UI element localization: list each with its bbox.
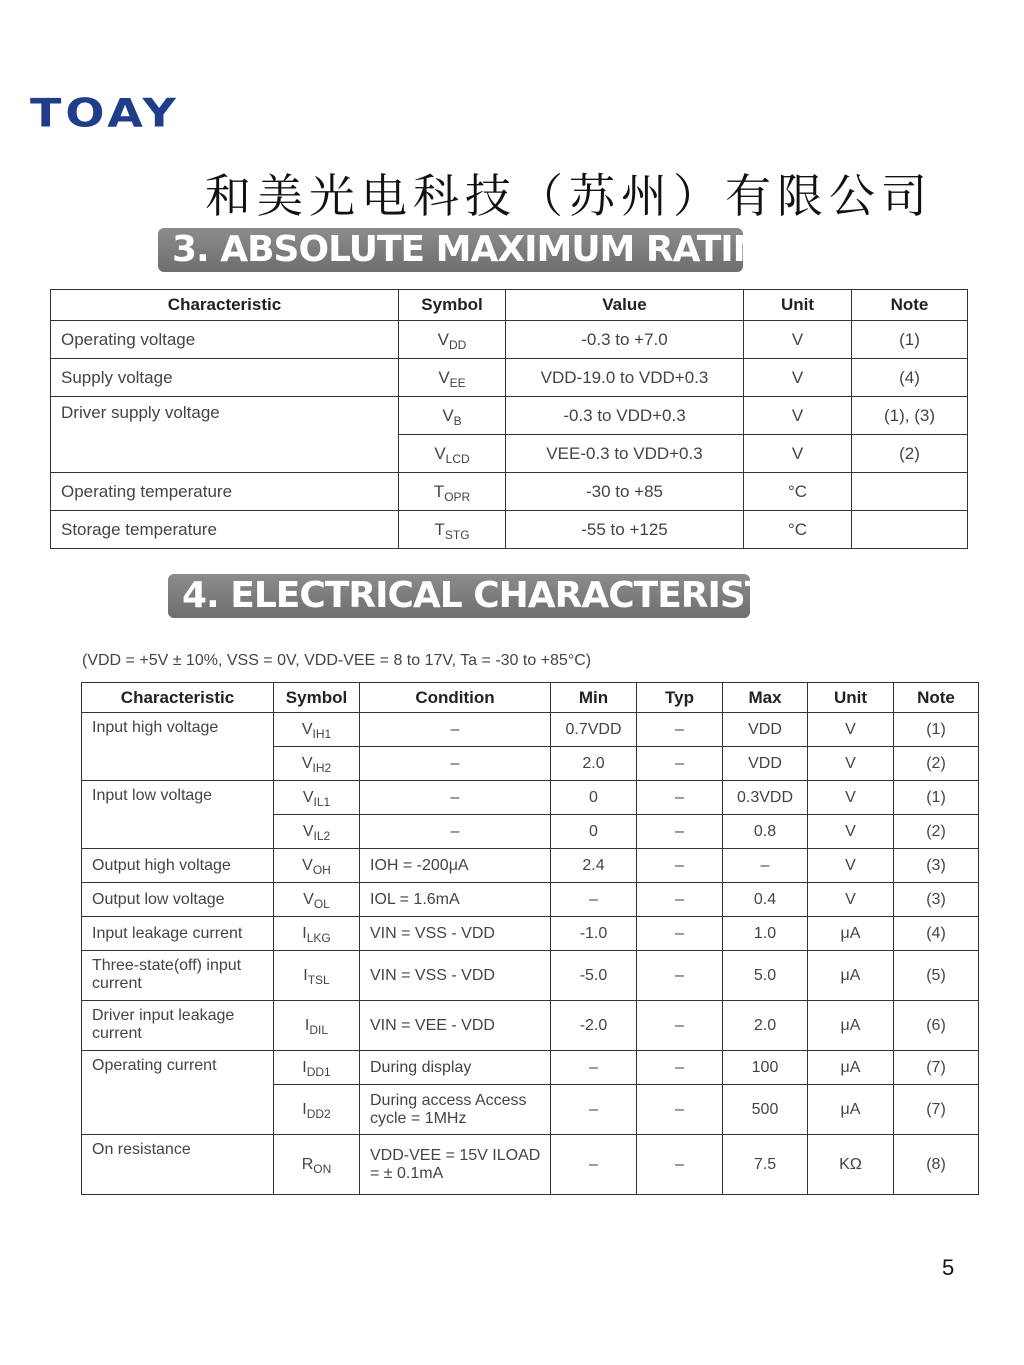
unit-cell: V <box>744 435 852 473</box>
note-cell: (2) <box>852 435 968 473</box>
condition-cell: IOH = -200μA <box>360 849 551 883</box>
characteristic-cell: Output low voltage <box>82 883 274 917</box>
unit-cell: V <box>744 397 852 435</box>
max-cell: VDD <box>723 713 808 747</box>
condition-cell: – <box>360 781 551 815</box>
unit-cell: V <box>808 849 894 883</box>
characteristic-cell: Driver supply voltage <box>51 397 399 473</box>
col-header: Note <box>852 290 968 321</box>
symbol-cell: $I_{TSL}$ <box>274 951 360 1001</box>
characteristic-cell: Output high voltage <box>82 849 274 883</box>
unit-cell: μA <box>808 1051 894 1085</box>
table-header-row <box>51 290 968 321</box>
section3-title: 3. ABSOLUTE MAXIMUM RATINGS <box>158 228 743 272</box>
symbol-cell: $V_{LCD}$ <box>399 435 506 473</box>
condition-cell: – <box>360 747 551 781</box>
section4-title: 4. ELECTRICAL CHARACTERISTICS <box>168 574 750 618</box>
min-cell: -5.0 <box>551 951 637 1001</box>
characteristic-cell: Supply voltage <box>51 359 399 397</box>
table-header-row <box>82 683 979 713</box>
absolute-max-ratings-table <box>50 289 968 549</box>
note-cell: (1) <box>852 321 968 359</box>
max-cell: 7.5 <box>723 1135 808 1195</box>
note-cell: (2) <box>894 815 979 849</box>
symbol-cell: $R_{ON}$ <box>274 1135 360 1195</box>
min-cell: – <box>551 1135 637 1195</box>
max-cell: 1.0 <box>723 917 808 951</box>
col-header: Max <box>723 683 808 713</box>
typ-cell: – <box>637 1001 723 1051</box>
symbol-cell: $V_{IH1}$ <box>274 713 360 747</box>
note-cell: (1), (3) <box>852 397 968 435</box>
typ-cell: – <box>637 883 723 917</box>
max-cell: 2.0 <box>723 1001 808 1051</box>
value-cell: -0.3 to +7.0 <box>506 321 744 359</box>
test-conditions: (VDD = +5V ± 10%, VSS = 0V, VDD-VEE = 8 to 17V, Ta = -30 to +85°C) <box>82 652 592 669</box>
condition-cell: During display <box>360 1051 551 1085</box>
max-cell: 0.8 <box>723 815 808 849</box>
characteristic-cell: Input low voltage <box>82 781 274 849</box>
col-header: Value <box>506 290 744 321</box>
max-cell: – <box>723 849 808 883</box>
table-row <box>82 781 979 815</box>
characteristic-cell: On resistance <box>82 1135 274 1195</box>
table-row <box>51 511 968 549</box>
table-row <box>82 1135 979 1195</box>
condition-cell: – <box>360 713 551 747</box>
max-cell: 5.0 <box>723 951 808 1001</box>
value-cell: VEE-0.3 to VDD+0.3 <box>506 435 744 473</box>
unit-cell: μA <box>808 951 894 1001</box>
note-cell: (1) <box>894 713 979 747</box>
min-cell: 2.0 <box>551 747 637 781</box>
electrical-characteristics-table <box>81 682 979 1195</box>
col-header: Min <box>551 683 637 713</box>
table-row <box>82 883 979 917</box>
table-row <box>82 713 979 747</box>
symbol-cell: $V_{OL}$ <box>274 883 360 917</box>
characteristic-cell: Operating voltage <box>51 321 399 359</box>
value-cell: -30 to +85 <box>506 473 744 511</box>
table-row <box>82 1051 979 1085</box>
condition-cell: VIN = VSS - VDD <box>360 951 551 1001</box>
table-row <box>82 951 979 1001</box>
condition-cell: – <box>360 815 551 849</box>
typ-cell: – <box>637 917 723 951</box>
note-cell: (7) <box>894 1085 979 1135</box>
characteristic-cell: Operating current <box>82 1051 274 1135</box>
characteristic-cell: Input leakage current <box>82 917 274 951</box>
note-cell: (7) <box>894 1051 979 1085</box>
typ-cell: – <box>637 713 723 747</box>
note-cell: (3) <box>894 849 979 883</box>
unit-cell: μA <box>808 1001 894 1051</box>
symbol-cell: $T_{OPR}$ <box>399 473 506 511</box>
note-cell: (4) <box>852 359 968 397</box>
note-cell <box>852 511 968 549</box>
table-row <box>51 321 968 359</box>
typ-cell: – <box>637 1135 723 1195</box>
min-cell: -1.0 <box>551 917 637 951</box>
characteristic-cell: Input high voltage <box>82 713 274 781</box>
value-cell: -0.3 to VDD+0.3 <box>506 397 744 435</box>
table-row <box>82 1001 979 1051</box>
typ-cell: – <box>637 1085 723 1135</box>
col-header: Unit <box>744 290 852 321</box>
col-header: Characteristic <box>51 290 399 321</box>
typ-cell: – <box>637 849 723 883</box>
table-row <box>51 397 968 435</box>
max-cell: 500 <box>723 1085 808 1135</box>
characteristic-cell: Storage temperature <box>51 511 399 549</box>
unit-cell: °C <box>744 473 852 511</box>
min-cell: -2.0 <box>551 1001 637 1051</box>
symbol-cell: $I_{DD1}$ <box>274 1051 360 1085</box>
unit-cell: V <box>744 359 852 397</box>
max-cell: 0.4 <box>723 883 808 917</box>
characteristic-cell: Operating temperature <box>51 473 399 511</box>
col-header: Symbol <box>274 683 360 713</box>
min-cell: – <box>551 1051 637 1085</box>
min-cell: 0 <box>551 781 637 815</box>
unit-cell: °C <box>744 511 852 549</box>
note-cell: (6) <box>894 1001 979 1051</box>
condition-cell: During access Access cycle = 1MHz <box>360 1085 551 1135</box>
table-row <box>82 849 979 883</box>
note-cell: (2) <box>894 747 979 781</box>
typ-cell: – <box>637 815 723 849</box>
unit-cell: V <box>808 747 894 781</box>
unit-cell: V <box>744 321 852 359</box>
symbol-cell: $V_{IH2}$ <box>274 747 360 781</box>
symbol-cell: $I_{LKG}$ <box>274 917 360 951</box>
col-header: Unit <box>808 683 894 713</box>
typ-cell: – <box>637 951 723 1001</box>
symbol-cell: $I_{DIL}$ <box>274 1001 360 1051</box>
note-cell <box>852 473 968 511</box>
max-cell: VDD <box>723 747 808 781</box>
symbol-cell: $V_{IL1}$ <box>274 781 360 815</box>
symbol-cell: $T_{STG}$ <box>399 511 506 549</box>
col-header: Typ <box>637 683 723 713</box>
value-cell: -55 to +125 <box>506 511 744 549</box>
value-cell: VDD-19.0 to VDD+0.3 <box>506 359 744 397</box>
note-cell: (1) <box>894 781 979 815</box>
typ-cell: – <box>637 747 723 781</box>
unit-cell: V <box>808 781 894 815</box>
table-row <box>51 359 968 397</box>
min-cell: – <box>551 1085 637 1135</box>
col-header: Characteristic <box>82 683 274 713</box>
note-cell: (3) <box>894 883 979 917</box>
characteristic-cell: Driver input leakage current <box>82 1001 274 1051</box>
max-cell: 0.3VDD <box>723 781 808 815</box>
typ-cell: – <box>637 1051 723 1085</box>
unit-cell: μA <box>808 917 894 951</box>
condition-cell: VIN = VSS - VDD <box>360 917 551 951</box>
company-logo: TOAY <box>30 90 180 136</box>
min-cell: 0.7VDD <box>551 713 637 747</box>
characteristic-cell: Three-state(off) input current <box>82 951 274 1001</box>
col-header: Symbol <box>399 290 506 321</box>
page-number: 5 <box>942 1255 955 1280</box>
col-header: Note <box>894 683 979 713</box>
min-cell: – <box>551 883 637 917</box>
condition-cell: IOL = 1.6mA <box>360 883 551 917</box>
condition-cell: VDD-VEE = 15V ILOAD = ± 0.1mA <box>360 1135 551 1195</box>
company-name: 和美光电科技（苏州）有限公司 <box>205 169 933 223</box>
note-cell: (8) <box>894 1135 979 1195</box>
symbol-cell: $V_{DD}$ <box>399 321 506 359</box>
symbol-cell: $V_{EE}$ <box>399 359 506 397</box>
table-row <box>51 473 968 511</box>
unit-cell: V <box>808 815 894 849</box>
unit-cell: KΩ <box>808 1135 894 1195</box>
symbol-cell: $V_{IL2}$ <box>274 815 360 849</box>
max-cell: 100 <box>723 1051 808 1085</box>
unit-cell: μA <box>808 1085 894 1135</box>
col-header: Condition <box>360 683 551 713</box>
unit-cell: V <box>808 713 894 747</box>
symbol-cell: $V_{OH}$ <box>274 849 360 883</box>
condition-cell: VIN = VEE - VDD <box>360 1001 551 1051</box>
table-row <box>82 917 979 951</box>
min-cell: 2.4 <box>551 849 637 883</box>
typ-cell: – <box>637 781 723 815</box>
note-cell: (4) <box>894 917 979 951</box>
note-cell: (5) <box>894 951 979 1001</box>
min-cell: 0 <box>551 815 637 849</box>
symbol-cell: $V_B$ <box>399 397 506 435</box>
unit-cell: V <box>808 883 894 917</box>
symbol-cell: $I_{DD2}$ <box>274 1085 360 1135</box>
